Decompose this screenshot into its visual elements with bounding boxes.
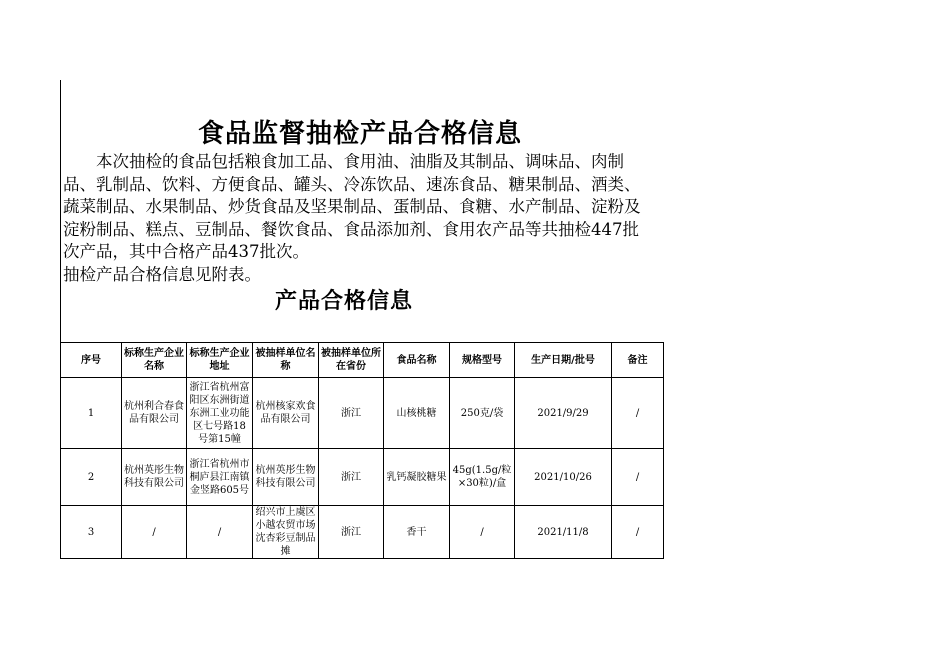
cell-province: 浙江 (319, 506, 384, 559)
table-row (61, 378, 664, 449)
header-province: 被抽样单位所在省份 (319, 343, 384, 378)
cell-seq: 3 (61, 506, 122, 559)
cell-remark: / (612, 506, 664, 559)
cell-manufacturer-name: / (122, 506, 187, 559)
cell-sampled-unit: 绍兴市上虞区小越农贸市场沈杏彩豆制品摊 (253, 506, 319, 559)
cell-sampled-unit: 杭州英彤生物科技有限公司 (253, 449, 319, 506)
table-row (61, 449, 664, 506)
table-header-row (61, 343, 664, 378)
qualified-products-table (60, 342, 664, 559)
cell-food-name: 山核桃糖 (384, 378, 450, 449)
header-spec: 规格型号 (450, 343, 515, 378)
cell-remark: / (612, 378, 664, 449)
document-title: 食品监督抽检产品合格信息 (197, 119, 522, 149)
cell-spec: 250克/袋 (450, 378, 515, 449)
cell-remark: / (612, 449, 664, 506)
header-food-name: 食品名称 (384, 343, 450, 378)
header-manufacturer-address: 标称生产企业地址 (187, 343, 253, 378)
intro-text (63, 151, 653, 286)
cell-seq: 1 (61, 378, 122, 449)
intro-paragraph: 本次抽检的食品包括粮食加工品、食用油、油脂及其制品、调味品、肉制品、乳制品、饮料、方便食品、罐头、冷冻饮品、速冻食品、糖果制品、酒类、蔬菜制品、水果制品、炒货食品及坚果制品、蛋制品、食糖、水产制品、淀粉及淀粉制品、糕点、豆制品、餐饮食品、食品添加剂、食用农产品等共抽检447批次产品，其中合格产品437批次。 (63, 152, 641, 261)
header-seq: 序号 (61, 343, 122, 378)
header-manufacturer-name: 标称生产企业名称 (122, 343, 187, 378)
table-row (61, 506, 664, 559)
cell-manufacturer-address: / (187, 506, 253, 559)
header-remark: 备注 (612, 343, 664, 378)
cell-manufacturer-name: 杭州利合春食品有限公司 (122, 378, 187, 449)
cell-spec: 45g(1.5g/粒×30粒)/盒 (450, 449, 515, 506)
header-production-date: 生产日期/批号 (515, 343, 612, 378)
cell-manufacturer-address: 浙江省杭州富阳区东洲街道东洲工业功能区七号路18号第15幢 (187, 378, 253, 449)
cell-province: 浙江 (319, 449, 384, 506)
cell-production-date: 2021/10/26 (515, 449, 612, 506)
intro-note: 抽检产品合格信息见附表。 (63, 264, 261, 284)
cell-food-name: 乳钙凝胶糖果 (384, 449, 450, 506)
cell-production-date: 2021/11/8 (515, 506, 612, 559)
table-title: 产品合格信息 (274, 288, 413, 314)
cell-production-date: 2021/9/29 (515, 378, 612, 449)
cell-sampled-unit: 杭州核家欢食品有限公司 (253, 378, 319, 449)
header-sampled-unit: 被抽样单位名称 (253, 343, 319, 378)
cell-province: 浙江 (319, 378, 384, 449)
cell-spec: / (450, 506, 515, 559)
cell-manufacturer-address: 浙江省杭州市桐庐县江南镇金竖路605号 (187, 449, 253, 506)
cell-manufacturer-name: 杭州英彤生物科技有限公司 (122, 449, 187, 506)
cell-seq: 2 (61, 449, 122, 506)
cell-food-name: 香干 (384, 506, 450, 559)
